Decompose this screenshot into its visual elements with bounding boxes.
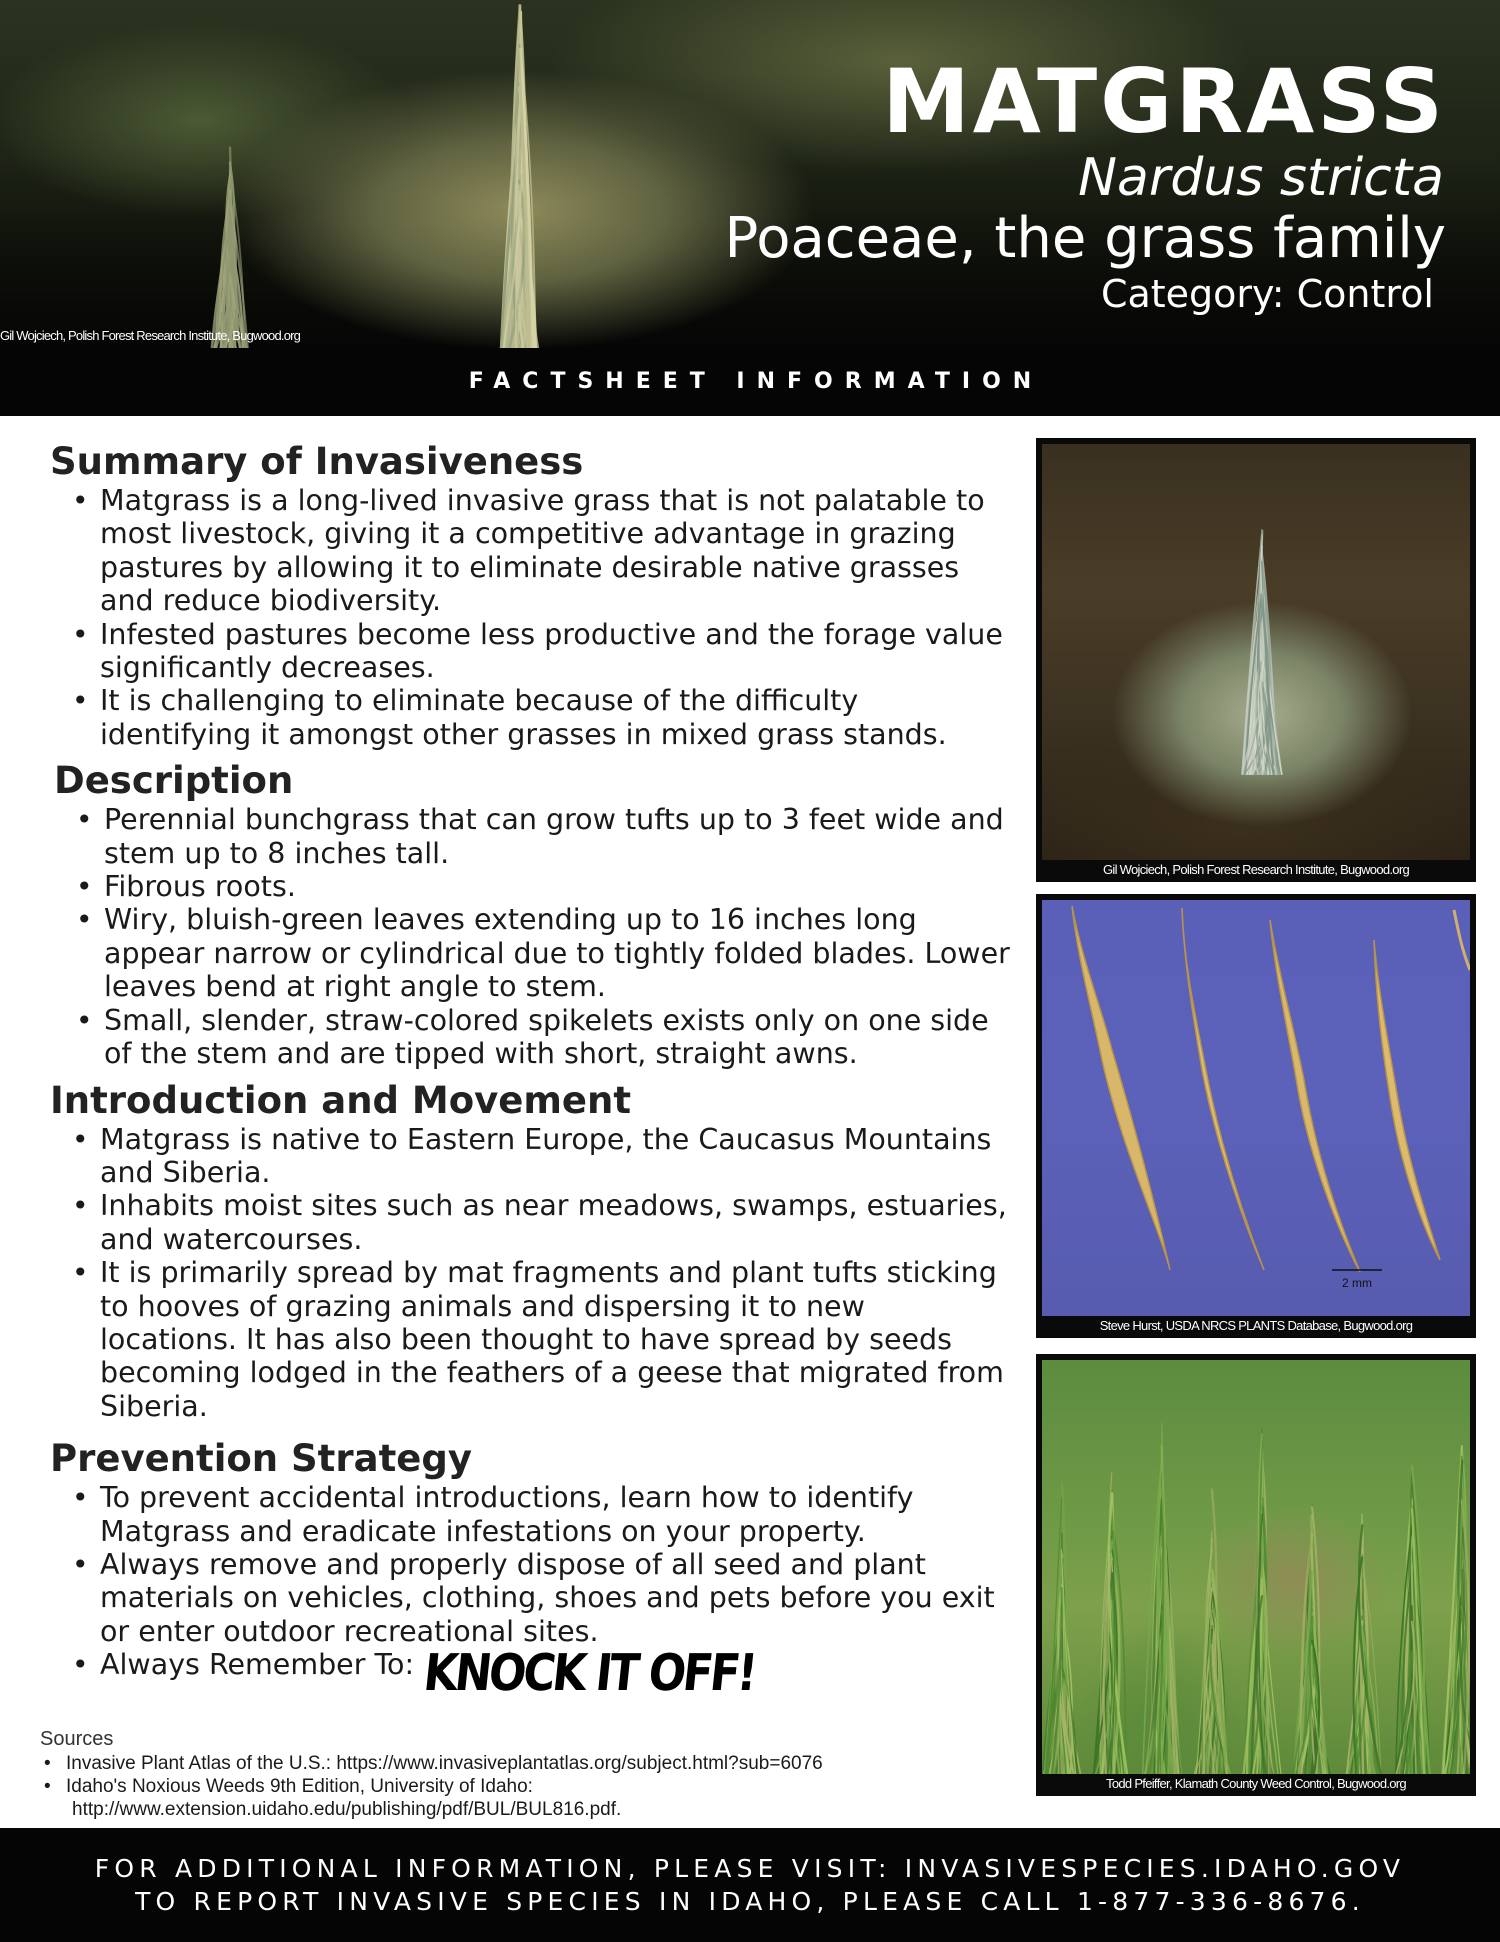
photo-caption: Steve Hurst, USDA NRCS PLANTS Database, Bugwood.org [1099, 1318, 1413, 1333]
prevention-list [72, 1481, 1010, 1703]
sources-heading: Sources [40, 1728, 114, 1750]
list-item: • Always remove and properly dispose of all seed and plant materials on vehicles, clothing, shoes and pets before you exit or enter outdoor recreational sites. [72, 1548, 1010, 1648]
list-item: • Small, slender, straw-colored spikelets exists only on one side of the stem and are tipped with short, straight awns. [76, 1004, 1010, 1071]
source-url[interactable]: http://www.extension.uidaho.edu/publishing/pdf/BUL/BUL816.pdf. [72, 1799, 622, 1820]
list-item: • It is challenging to eliminate because of the difficulty identifying it amongst other grasses in mixed grass stands. [72, 684, 1010, 751]
title-block [724, 50, 1446, 318]
factsheet-bar: FACTSHEET INFORMATION [0, 348, 1500, 416]
list-item [72, 1644, 1010, 1703]
photo-infestation [1036, 1354, 1476, 1796]
section-heading: Summary of Invasiveness [50, 440, 584, 483]
photo-caption: Todd Pfeiffer, Klamath County Weed Control, Bugwood.org [1106, 1776, 1406, 1791]
main-content [50, 440, 1010, 1703]
introduction-section [50, 1079, 1010, 1424]
source-item [40, 1752, 1000, 1775]
source-text: Invasive Plant Atlas of the U.S.: https://www.invasiveplantatlas.org/subject.html?sub=6076 [66, 1753, 823, 1774]
summary-list [72, 484, 1010, 751]
photo-caption: Gil Wojciech, Polish Forest Research Institute, Bugwood.org [1102, 862, 1409, 877]
list-item: • Infested pastures become less productive and the forage value significantly decreases. [72, 618, 1010, 685]
sources-list [40, 1752, 1000, 1821]
list-item: • Fibrous roots. [76, 870, 1010, 903]
section-heading: Prevention Strategy [50, 1437, 472, 1481]
source-text: Idaho's Noxious Weeds 9th Edition, University of Idaho: [66, 1776, 533, 1797]
list-item: • Perennial bunchgrass that can grow tufts up to 3 feet wide and stem up to 8 inches tall. [76, 803, 1010, 870]
spikelets-image [1042, 900, 1470, 1316]
clump-blades [1042, 444, 1470, 860]
spikelet-shapes [1042, 900, 1470, 1316]
photo-plant-clump [1036, 438, 1476, 882]
infestation-image [1042, 1360, 1470, 1774]
list-item: • Inhabits moist sites such as near meadows, swamps, estuaries, and watercourses. [72, 1189, 1010, 1256]
prevention-section [50, 1437, 1010, 1703]
list-item: • Wiry, bluish-green leaves extending up to 16 inches long appear narrow or cylindrical due to tightly folded blades. Lower leaves bend at right angle to stem. [76, 903, 1010, 1003]
list-item: • Matgrass is a long-lived invasive grass that is not palatable to most livestock, giving it a competitive advantage in grazing pastures by allowing it to eliminate desirable native grasses and reduce biodiversity. [72, 484, 1010, 618]
scientific-name: Nardus stricta [1078, 148, 1444, 208]
footer-report-line[interactable]: TO REPORT INVASIVE SPECIES IN IDAHO, PLEASE CALL 1-877-336-8676. [135, 1887, 1365, 1916]
plant-family: Poaceae, the grass family [724, 206, 1446, 271]
list-item: • Matgrass is native to Eastern Europe, the Caucasus Mountains and Siberia. [72, 1123, 1010, 1190]
category: Category: Control [1100, 272, 1434, 316]
list-item: • To prevent accidental introductions, learn how to identify Matgrass and eradicate infestations on your property. [72, 1481, 1010, 1548]
description-section [54, 759, 1010, 1070]
header-photo [0, 0, 1500, 348]
source-item [40, 1775, 1000, 1821]
remember-text: Always Remember To: [100, 1648, 415, 1682]
footer-info-line[interactable]: FOR ADDITIONAL INFORMATION, PLEASE VISIT: INVASIVESPECIES.IDAHO.GOV [94, 1854, 1406, 1883]
footer [0, 1828, 1500, 1942]
scale-label: 2 mm [1342, 1276, 1372, 1290]
introduction-list [72, 1123, 1010, 1424]
sources [40, 1726, 1000, 1821]
plant-clump-image [1042, 444, 1470, 860]
header-photo-credit: Gil Wojciech, Polish Forest Research Institute, Bugwood.org [0, 328, 301, 343]
knock-it-off-slogan: KNOCK IT OFF! [421, 1644, 758, 1703]
summary-section [50, 440, 1010, 751]
common-name: MATGRASS [882, 50, 1446, 153]
description-list [76, 803, 1010, 1070]
list-item: • It is primarily spread by mat fragments and plant tufts sticking to hooves of grazing animals and dispersing it to new locations. It has also been thought to have spread by seeds becoming lodged in the feathers of a geese that migrated from Siberia. [72, 1256, 1010, 1423]
turf-blades [1042, 1360, 1470, 1774]
section-heading: Introduction and Movement [50, 1078, 632, 1122]
section-heading: Description [54, 759, 294, 803]
photo-spikelets [1036, 894, 1476, 1338]
